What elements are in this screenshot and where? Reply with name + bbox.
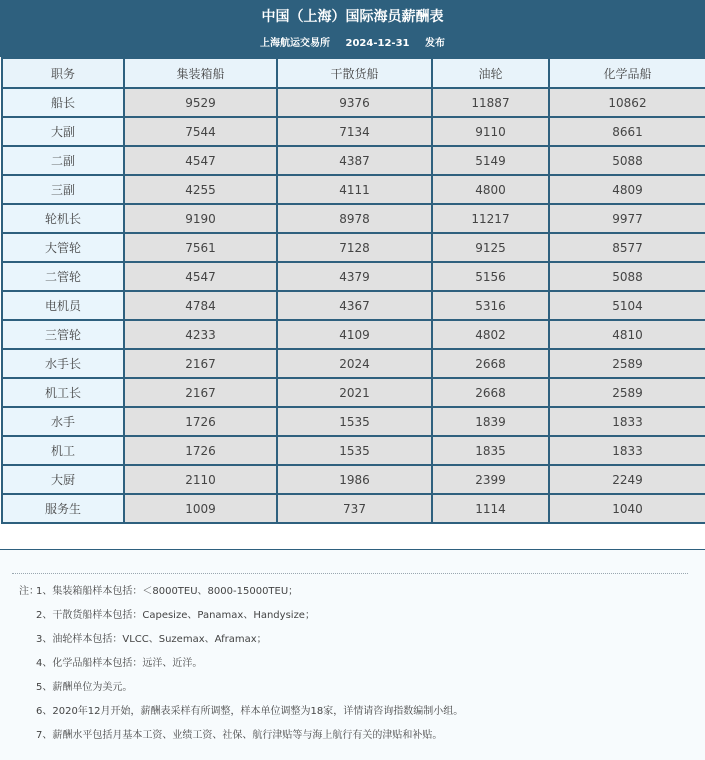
salary-cell: 1835	[432, 436, 549, 465]
salary-cell: 1726	[124, 407, 277, 436]
note-line	[19, 582, 298, 597]
salary-cell: 4784	[124, 291, 277, 320]
salary-cell: 4233	[124, 320, 277, 349]
salary-cell: 1986	[277, 465, 432, 494]
publish-date: 2024-12-31	[345, 38, 410, 49]
publish-info	[0, 34, 705, 49]
note-text: 5、薪酬单位为美元。	[36, 682, 133, 693]
note-prefix: 注：	[19, 586, 39, 597]
role-cell: 三副	[2, 175, 124, 204]
note-text: 7、薪酬水平包括月基本工资、业绩工资、社保、航行津贴等与海上航行有关的津贴和补贴。	[36, 730, 443, 741]
salary-cell: 2167	[124, 378, 277, 407]
salary-cell: 5088	[549, 146, 705, 175]
notes-section	[0, 549, 705, 760]
publisher: 上海航运交易所	[260, 38, 331, 49]
salary-cell: 4111	[277, 175, 432, 204]
column-header: 职务	[2, 58, 124, 88]
table-row	[2, 407, 705, 436]
note-text: 6、2020年12月开始，薪酬表采样有所调整，样本单位调整为18家，详情请咨询指数编制小组。	[36, 706, 464, 717]
role-cell: 船长	[2, 88, 124, 117]
salary-cell: 1839	[432, 407, 549, 436]
salary-cell: 4255	[124, 175, 277, 204]
column-header: 油轮	[432, 58, 549, 88]
salary-cell: 7561	[124, 233, 277, 262]
role-cell: 服务生	[2, 494, 124, 523]
header-row	[2, 58, 705, 88]
table-row	[2, 494, 705, 523]
salary-cell: 4109	[277, 320, 432, 349]
salary-cell: 1040	[549, 494, 705, 523]
table-row	[2, 378, 705, 407]
salary-cell: 4367	[277, 291, 432, 320]
role-cell: 机工长	[2, 378, 124, 407]
salary-cell: 2110	[124, 465, 277, 494]
role-cell: 电机员	[2, 291, 124, 320]
salary-cell: 11887	[432, 88, 549, 117]
role-cell: 水手长	[2, 349, 124, 378]
role-cell: 机工	[2, 436, 124, 465]
table-row	[2, 175, 705, 204]
salary-cell: 1726	[124, 436, 277, 465]
salary-cell: 4800	[432, 175, 549, 204]
table-row	[2, 88, 705, 117]
salary-cell: 4547	[124, 262, 277, 291]
salary-cell: 8577	[549, 233, 705, 262]
salary-cell: 737	[277, 494, 432, 523]
salary-cell: 5088	[549, 262, 705, 291]
note-text: 3、油轮样本包括：VLCC、Suzemax、Aframax；	[36, 634, 267, 645]
salary-cell: 1114	[432, 494, 549, 523]
note-line	[19, 606, 315, 621]
table-row	[2, 465, 705, 494]
role-cell: 水手	[2, 407, 124, 436]
note-line	[19, 654, 202, 669]
table-row	[2, 436, 705, 465]
salary-cell: 9529	[124, 88, 277, 117]
role-cell: 大厨	[2, 465, 124, 494]
table-row	[2, 204, 705, 233]
notes-divider	[12, 573, 688, 574]
note-text: 4、化学品船样本包括：远洋、近洋。	[36, 658, 203, 669]
salary-cell: 8661	[549, 117, 705, 146]
salary-cell: 9125	[432, 233, 549, 262]
note-text: 1、集装箱船样本包括：＜8000TEU、8000-15000TEU；	[36, 586, 299, 597]
role-cell: 轮机长	[2, 204, 124, 233]
salary-cell: 9190	[124, 204, 277, 233]
salary-cell: 7544	[124, 117, 277, 146]
salary-cell: 1009	[124, 494, 277, 523]
note-line	[19, 726, 442, 741]
salary-cell: 1535	[277, 407, 432, 436]
role-cell: 大副	[2, 117, 124, 146]
salary-cell: 5149	[432, 146, 549, 175]
note-text: 2、干散货船样本包括：Capesize、Panamax、Handysize；	[36, 610, 315, 621]
salary-table	[1, 57, 705, 524]
salary-cell: 2167	[124, 349, 277, 378]
table-row	[2, 320, 705, 349]
role-cell: 三管轮	[2, 320, 124, 349]
table-header	[2, 58, 705, 88]
salary-cell: 2589	[549, 349, 705, 378]
page-title: 中国（上海）国际海员薪酬表	[261, 9, 444, 25]
salary-cell: 4547	[124, 146, 277, 175]
column-header: 干散货船	[277, 58, 432, 88]
role-cell: 二副	[2, 146, 124, 175]
role-cell: 二管轮	[2, 262, 124, 291]
salary-cell: 4379	[277, 262, 432, 291]
column-header: 集装箱船	[124, 58, 277, 88]
salary-cell: 2668	[432, 378, 549, 407]
note-line	[19, 678, 132, 693]
table-row	[2, 349, 705, 378]
salary-cell: 4810	[549, 320, 705, 349]
salary-cell: 9977	[549, 204, 705, 233]
salary-cell: 1535	[277, 436, 432, 465]
table-row	[2, 146, 705, 175]
salary-cell: 5156	[432, 262, 549, 291]
salary-cell: 2021	[277, 378, 432, 407]
table-body	[2, 88, 705, 523]
salary-cell: 8978	[277, 204, 432, 233]
salary-cell: 7134	[277, 117, 432, 146]
salary-cell: 1833	[549, 407, 705, 436]
salary-cell: 4802	[432, 320, 549, 349]
salary-cell: 4809	[549, 175, 705, 204]
table-row	[2, 291, 705, 320]
salary-cell: 2024	[277, 349, 432, 378]
table-row	[2, 117, 705, 146]
salary-cell: 9110	[432, 117, 549, 146]
salary-cell: 10862	[549, 88, 705, 117]
salary-cell: 7128	[277, 233, 432, 262]
role-cell: 大管轮	[2, 233, 124, 262]
column-header: 化学品船	[549, 58, 705, 88]
note-line	[19, 630, 267, 645]
salary-cell: 2668	[432, 349, 549, 378]
salary-cell: 5104	[549, 291, 705, 320]
table-row	[2, 233, 705, 262]
page-header	[0, 0, 705, 57]
table-row	[2, 262, 705, 291]
salary-cell: 1833	[549, 436, 705, 465]
salary-cell: 2249	[549, 465, 705, 494]
salary-cell: 4387	[277, 146, 432, 175]
publish-action: 发布	[424, 38, 445, 49]
salary-cell: 11217	[432, 204, 549, 233]
salary-cell: 2589	[549, 378, 705, 407]
salary-cell: 5316	[432, 291, 549, 320]
salary-cell: 2399	[432, 465, 549, 494]
salary-cell: 9376	[277, 88, 432, 117]
note-line	[19, 702, 463, 717]
salary-table-container	[1, 57, 705, 524]
